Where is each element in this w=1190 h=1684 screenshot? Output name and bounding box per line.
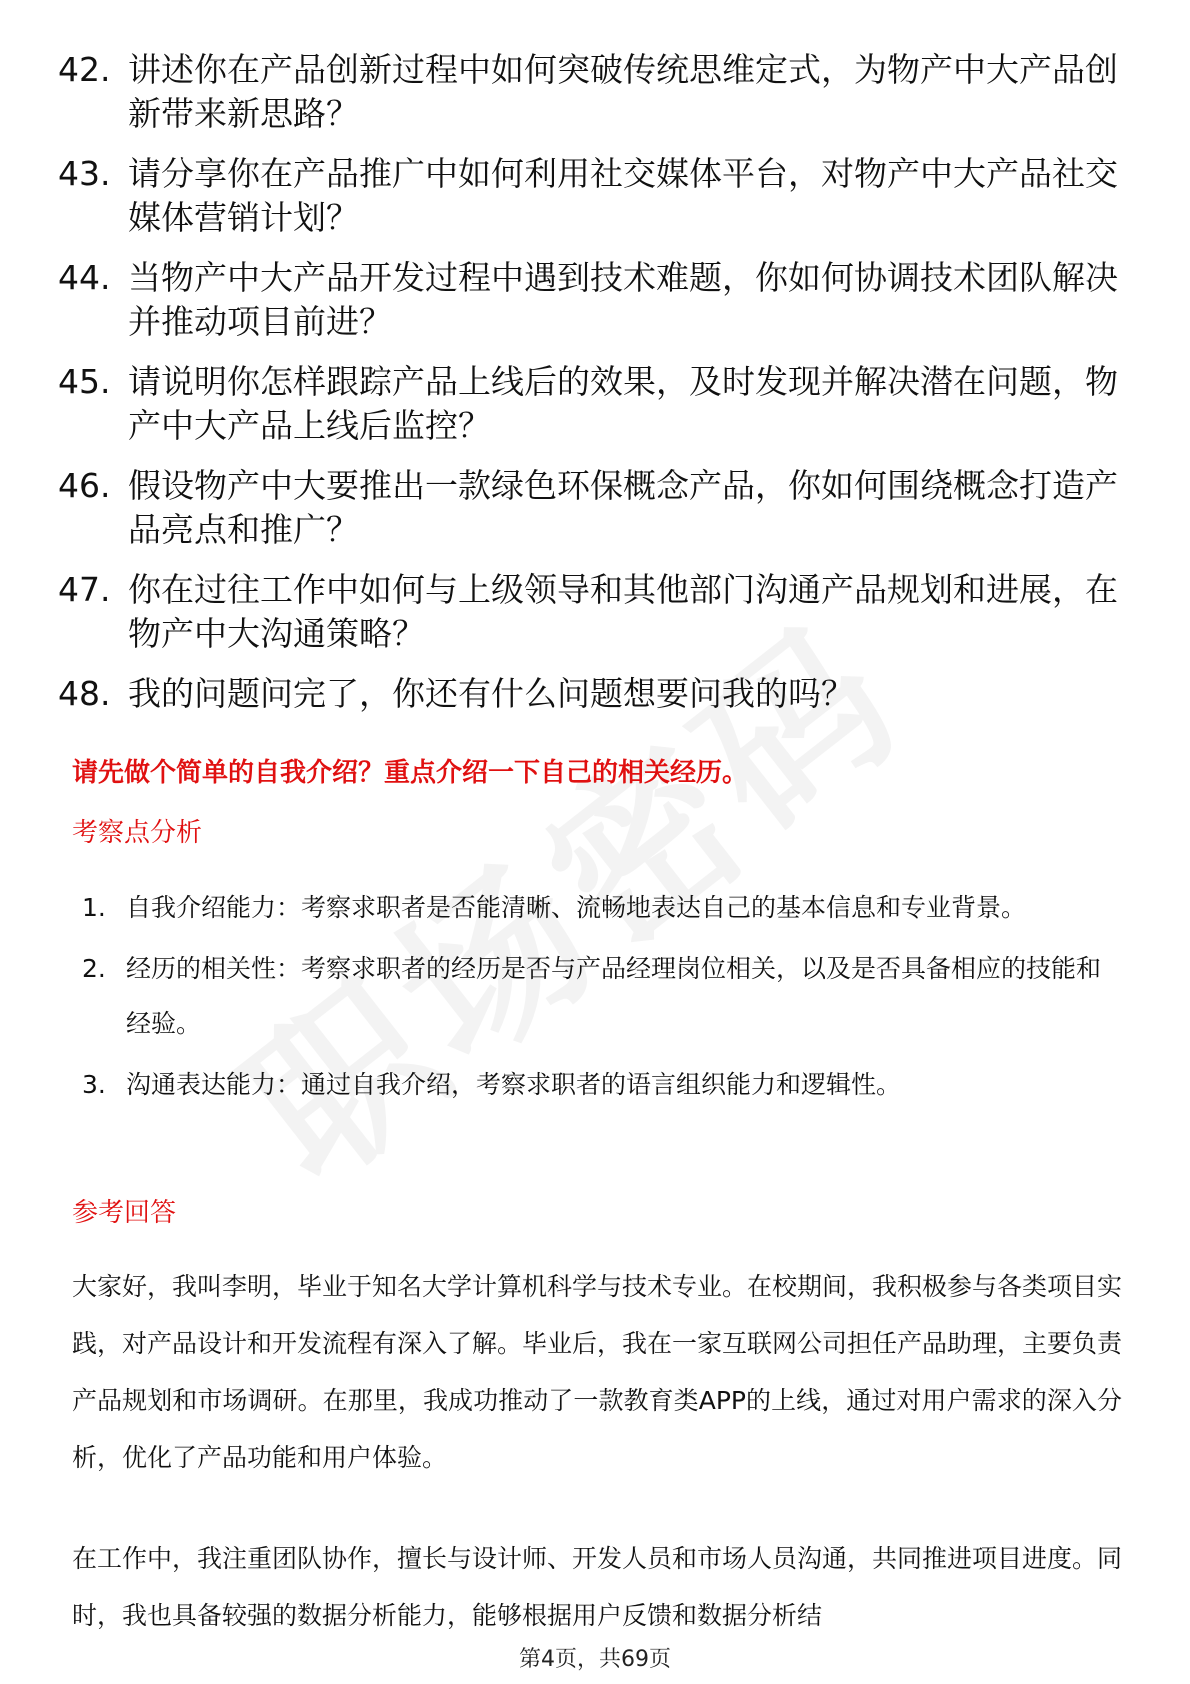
- question-number: 46.: [58, 466, 111, 505]
- page-footer: 第4页，共69页: [519, 1647, 671, 1672]
- question-text: 讲述你在产品创新过程中如何突破传统思维定式，为物产中大产品创新带来新思路？: [128, 50, 1118, 133]
- analysis-heading: 考察点分析: [72, 818, 203, 848]
- question-item: [58, 152, 1138, 240]
- question-item: [58, 568, 1138, 656]
- question-number: 43.: [58, 154, 111, 193]
- question-item: [58, 48, 1138, 136]
- analysis-point: [82, 880, 1122, 935]
- question-number: 44.: [58, 258, 111, 297]
- section-title: 请先做个简单的自我介绍？重点介绍一下自己的相关经历。: [72, 758, 749, 788]
- point-text: 沟通表达能力：通过自我介绍，考察求职者的语言组织能力和逻辑性。: [126, 1070, 902, 1099]
- question-text: 请说明你怎样跟踪产品上线后的效果，及时发现并解决潜在问题，物产中大产品上线后监控？: [128, 362, 1118, 445]
- point-number: 2.: [82, 954, 106, 983]
- question-text: 请分享你在产品推广中如何利用社交媒体平台，对物产中大产品社交媒体营销计划？: [128, 154, 1118, 237]
- question-item: [58, 672, 1138, 716]
- point-number: 3.: [82, 1070, 106, 1099]
- point-text: 自我介绍能力：考察求职者是否能清晰、流畅地表达自己的基本信息和专业背景。: [126, 893, 1027, 922]
- point-number: 1.: [82, 893, 106, 922]
- question-text: 当物产中大产品开发过程中遇到技术难题，你如何协调技术团队解决并推动项目前进？: [128, 258, 1118, 341]
- question-number: 42.: [58, 50, 111, 89]
- answer-heading: 参考回答: [72, 1198, 177, 1228]
- question-text: 我的问题问完了，你还有什么问题想要问我的吗？: [128, 674, 854, 713]
- question-number: 45.: [58, 362, 111, 401]
- point-text: 经历的相关性：考察求职者的经历是否与产品经理岗位相关，以及是否具备相应的技能和经验。: [126, 954, 1102, 1038]
- analysis-point: [82, 1057, 1122, 1112]
- question-text: 你在过往工作中如何与上级领导和其他部门沟通产品规划和进展，在物产中大沟通策略？: [128, 570, 1118, 653]
- analysis-point: [82, 941, 1122, 1051]
- answer-paragraph: 大家好，我叫李明，毕业于知名大学计算机科学与技术专业。在校期间，我积极参与各类项目实践，对产品设计和开发流程有深入了解。毕业后，我在一家互联网公司担任产品助理，主要负责产品规划和市场调研。在那里，我成功推动了一款教育类APP的上线，通过对用户需求的深入分析，优化了产品功能和用户体验。: [72, 1272, 1123, 1472]
- question-item: [58, 360, 1138, 448]
- question-item: [58, 256, 1138, 344]
- analysis-points: [82, 880, 1122, 1118]
- question-list: [58, 48, 1138, 732]
- question-text: 假设物产中大要推出一款绿色环保概念产品，你如何围绕概念打造产品亮点和推广？: [128, 466, 1118, 549]
- question-item: [58, 464, 1138, 552]
- question-number: 47.: [58, 570, 111, 609]
- question-number: 48.: [58, 674, 111, 713]
- answer-paragraph: 在工作中，我注重团队协作，擅长与设计师、开发人员和市场人员沟通，共同推进项目进度。同时，我也具备较强的数据分析能力，能够根据用户反馈和数据分析结: [72, 1544, 1123, 1630]
